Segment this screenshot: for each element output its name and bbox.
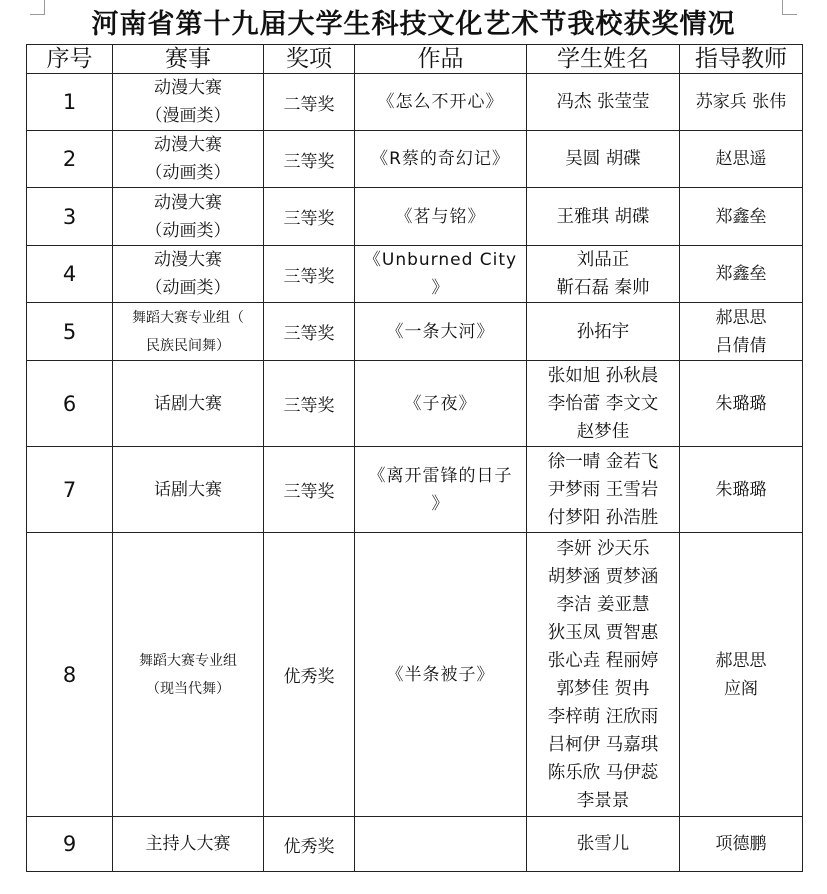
student-names-line: 张雪儿	[576, 834, 630, 854]
teacher-names-line: 郑鑫垒	[715, 206, 767, 227]
teachers-cell	[680, 131, 803, 188]
teacher-names-line: 应阁	[724, 678, 758, 699]
work-title-line: 《离开雷锋的日子	[368, 465, 513, 486]
work-cell	[355, 533, 527, 817]
teacher-names-line: 朱璐璐	[715, 479, 767, 500]
students-cell	[527, 246, 680, 303]
student-names-line: 狄玉凤 贾智惠	[547, 622, 659, 643]
student-names-line: 赵梦佳	[576, 421, 630, 442]
work-title-line: 《Unburned City	[363, 250, 518, 270]
student-names-line: 付梦阳 孙浩胜	[547, 507, 659, 528]
contest-cell	[113, 533, 264, 817]
student-names-line: 张心垚 程丽婷	[547, 650, 659, 671]
work-cell	[355, 361, 527, 447]
table-row	[27, 447, 803, 533]
work-cell	[355, 74, 527, 131]
row-index-cell: 6	[27, 361, 113, 447]
contest-cell	[113, 817, 264, 872]
students-cell	[527, 188, 680, 246]
contest-cell	[113, 303, 264, 361]
award-cell: 三等奖	[264, 131, 355, 188]
students-cell	[527, 817, 680, 872]
teachers-cell	[680, 188, 803, 246]
award-cell: 二等奖	[264, 74, 355, 131]
row-index-cell: 3	[27, 188, 113, 246]
row-index-cell: 7	[27, 447, 113, 533]
teacher-names-line: 项德鹏	[715, 834, 767, 854]
work-title-line: 》	[431, 278, 450, 298]
work-title-line: 《茗与铭》	[395, 206, 486, 227]
students-cell	[527, 533, 680, 817]
contest-cell	[113, 361, 264, 447]
award-cell: 优秀奖	[264, 533, 355, 817]
contest-line: 动漫大赛	[154, 250, 222, 270]
award-cell: 优秀奖	[264, 817, 355, 872]
students-cell	[527, 361, 680, 447]
student-names-line: 徐一晴 金若飞	[547, 451, 659, 472]
students-cell	[527, 447, 680, 533]
teacher-names-line: 吕倩倩	[715, 335, 767, 356]
contest-line: 动漫大赛	[154, 78, 222, 98]
table-header-row	[27, 45, 803, 74]
student-names-line: 李梓萌 汪欣雨	[547, 706, 659, 727]
work-title-line: 《R蔡的奇幻记》	[371, 149, 510, 169]
contest-cell	[113, 188, 264, 246]
contest-line: （动画类）	[145, 220, 231, 241]
students-cell	[527, 74, 680, 131]
student-names-line: 李怡蕾 李文文	[547, 393, 659, 414]
contest-cell	[113, 74, 264, 131]
student-names-line: 张如旭 孙秋晨	[547, 365, 659, 386]
contest-cell	[113, 447, 264, 533]
student-names-line: 尹梦雨 王雪岩	[547, 479, 659, 500]
teachers-cell	[680, 74, 803, 131]
award-cell: 三等奖	[264, 447, 355, 533]
student-names-line: 吕柯伊 马嘉琪	[547, 734, 659, 755]
teacher-names-line: 苏家兵 张伟	[695, 92, 787, 112]
contest-line: 动漫大赛	[154, 192, 222, 213]
row-index-cell: 5	[27, 303, 113, 361]
students-cell	[527, 131, 680, 188]
header-contest: 赛事	[113, 45, 264, 74]
student-names-line: 王雅琪 胡碟	[556, 206, 650, 227]
contest-line: （现当代舞）	[146, 680, 230, 697]
teachers-cell	[680, 533, 803, 817]
work-cell	[355, 246, 527, 303]
teacher-names-line: 郝思思	[715, 307, 767, 328]
awards-table	[26, 44, 803, 872]
contest-cell	[113, 131, 264, 188]
header-students: 学生姓名	[527, 45, 680, 74]
student-names-line: 孙拓宇	[576, 321, 630, 342]
table-row	[27, 131, 803, 188]
table-row	[27, 817, 803, 872]
teachers-cell	[680, 817, 803, 872]
row-index-cell: 8	[27, 533, 113, 817]
table-row	[27, 188, 803, 246]
contest-line: （动画类）	[145, 163, 231, 183]
student-names-line: 冯杰 张莹莹	[556, 92, 650, 112]
contest-line: 话剧大赛	[154, 479, 222, 500]
teachers-cell	[680, 447, 803, 533]
header-award: 奖项	[264, 45, 355, 74]
award-cell: 三等奖	[264, 361, 355, 447]
work-title-line: 《一条大河》	[386, 321, 495, 342]
student-names-line: 李妍 沙天乐	[556, 538, 650, 559]
teachers-cell	[680, 361, 803, 447]
contest-line: 动漫大赛	[154, 135, 222, 155]
students-cell	[527, 303, 680, 361]
table-body	[27, 74, 803, 872]
row-index-cell: 9	[27, 817, 113, 872]
contest-line: 主持人大赛	[145, 834, 231, 854]
award-cell: 三等奖	[264, 188, 355, 246]
teacher-names-line: 郝思思	[715, 650, 767, 671]
work-cell	[355, 188, 527, 246]
work-title-line: 》	[431, 493, 450, 514]
student-names-line: 李洁 姜亚慧	[556, 594, 650, 615]
header-work: 作品	[355, 45, 527, 74]
work-cell	[355, 817, 527, 872]
work-cell	[355, 303, 527, 361]
row-index-cell: 2	[27, 131, 113, 188]
header-index: 序号	[27, 45, 113, 74]
student-names-line: 刘品正	[576, 250, 630, 270]
table-row	[27, 74, 803, 131]
contest-line: 舞蹈大赛专业组	[139, 652, 237, 669]
award-cell: 三等奖	[264, 246, 355, 303]
contest-line: 民族民间舞）	[146, 337, 230, 354]
table-row	[27, 246, 803, 303]
header-teachers: 指导教师	[680, 45, 803, 74]
student-names-line: 吴圆 胡碟	[565, 149, 641, 169]
student-names-line: 陈乐欣 马伊蕊	[547, 762, 659, 783]
contest-line: （漫画类）	[145, 106, 231, 126]
teachers-cell	[680, 246, 803, 303]
row-index-cell: 1	[27, 74, 113, 131]
table-row	[27, 303, 803, 361]
work-cell	[355, 447, 527, 533]
contest-cell	[113, 246, 264, 303]
contest-line: 舞蹈大赛专业组（	[132, 309, 244, 326]
contest-line: 话剧大赛	[154, 393, 222, 414]
work-title-line: 《半条被子》	[386, 664, 495, 685]
teacher-names-line: 赵思遥	[715, 149, 767, 169]
student-names-line: 李景景	[576, 790, 630, 811]
student-names-line: 靳石磊 秦帅	[556, 278, 650, 298]
row-index-cell: 4	[27, 246, 113, 303]
teachers-cell	[680, 303, 803, 361]
table-row	[27, 533, 803, 817]
student-names-line: 郭梦佳 贺冉	[556, 678, 650, 699]
document-title: 河南省第十九届大学生科技文化艺术节我校获奖情况	[91, 9, 736, 40]
teacher-names-line: 朱璐璐	[715, 393, 767, 414]
table-row	[27, 361, 803, 447]
work-title-line: 《子夜》	[404, 393, 477, 414]
student-names-line: 胡梦涵 贾梦涵	[547, 566, 659, 587]
award-cell: 三等奖	[264, 303, 355, 361]
work-title-line: 《怎么不开心》	[377, 92, 504, 112]
contest-line: （动画类）	[145, 278, 231, 298]
work-cell	[355, 131, 527, 188]
teacher-names-line: 郑鑫垒	[715, 264, 767, 284]
